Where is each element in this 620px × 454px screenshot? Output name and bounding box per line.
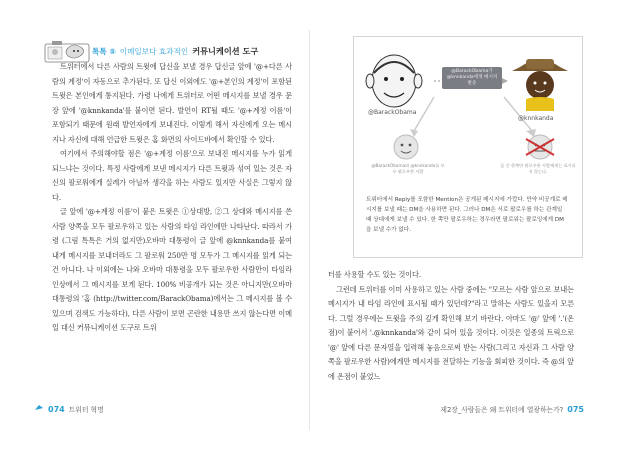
page-number: 075 — [567, 404, 584, 414]
caption-right: 둘 중 한쪽만 팔로우한 사람에게는 표시되지 않는다. — [500, 163, 576, 174]
mention-bubble: @BarackObama가 @knnkanda에게 메시지 발송 — [442, 67, 502, 89]
caption-left: @BarackObama와 @knnkanda를 모두 팔로우한 사람 — [371, 163, 445, 174]
sidebar-heading: 커뮤니케이션 도구 — [192, 45, 259, 56]
knnkanda-caricature-icon — [512, 59, 568, 111]
follower-both-icon — [394, 135, 418, 159]
paragraph: 여기에서 주의해야할 점은 '@+계정 이름'으로 보내진 메시지를 누가 읽게 되느냐는 것이다. 특정 사람에게 보낸 메시지가 다른 트윗과 섞여 있는 것은 자신의 팔로워에게 실례가 아닐까 생각을 하는 사람도 있지만 사실은 그렇지 않다. — [52, 149, 292, 202]
right-page — [310, 0, 620, 454]
left-body-text — [52, 60, 292, 336]
left-footer — [34, 404, 104, 414]
right-footer — [440, 404, 584, 414]
running-head: 제2장_사람들은 왜 트위터에 열광하는가? — [440, 406, 564, 414]
user-right-handle: @knnkanda — [518, 115, 554, 122]
paragraph: 글 앞에 '@+계정 이름'이 붙은 트윗은 ①상대방, ②그 상대와 메시지를 쓴 사람 양쪽을 모두 팔로우하고 있는 사람의 타임 라인에만 나타난다. 따라서 가령 (그림 톡톡은 거의 없지만)오바마 대통령이 글 앞에 @knnkanda를 붙여 내게 메시지를 보내더라도 그 팔로워 250만 명 모두가 그 메시지를 읽게 되는 건 아니다. 나 이외에는 나와 오바마 대통령을 모두 팔로우한 사람만이 타임라인상에서 그 메시지를 보게 된다. 100% 비공개가 되는 것은 아니지만(오바마 대통령의 '홈 (http://twitter.com/BarackObama)에서는 그 메시지를 볼 수 있으며 검색도 가능하다), 다른 사람이 보면 곤란한 내용만 쓰지 않는다면 이메일 대신 커뮤니케이션 도구로 트위 — [52, 207, 292, 332]
running-head: 트위터 혁명 — [68, 406, 104, 414]
paragraph: 그런데 트위터를 이미 사용하고 있는 사람 중에는 "모르는 사람 앞으로 보내는 메시지가 내 타임 라인에 표시될 때가 있던데?"라고 말하는 사람도 있을지 모른다. 그럴 경우에는 트윗을 주의 깊게 확인해 보기 바란다. 아마도 '@' 앞에 '.'(온점)이 붙어서 '.@knnkanda'와 같이 되어 있을 것이다. 이것은 일종의 트릭으로 '@' 앞에 다른 문자열을 입력해 놓음으로써 받는 사람(그리고 자신과 그 사람 양쪽을 팔로우한 사람)에게만 메시지를 전달하는 기능을 회피한 것이다. 즉 @의 앞에 온점이 붙었느 — [328, 284, 574, 381]
paragraph: 트위터에서 다른 사람의 트윗에 답신을 보낼 경우 답신글 앞에 '@+다른 사람의 계정'이 자동으로 추가된다. 또 답신 이외에도 '@+본인의 계정'이 포함된 트윗은 본인에게 통지된다. 가령 나에게 트위터로 어떤 메시지를 보낼 경우 문장 앞에 '@knnkanda'를 붙이면 된다. 발언이 RT될 때도 '@+계정 이름'이 포함되기 때문에 원래 발언자에게 보내진다. 이렇게 해서 자신에게 오는 메시지나 자신에 대해 언급한 트윗은 홈 화면의 사이드바에서 확인할 수 있다. — [52, 62, 292, 144]
mention-figure — [353, 36, 583, 258]
sidebar-tag: 톡톡 ⑤ — [92, 46, 116, 56]
sidebar-subtitle: 이메일보다 효과적인 — [119, 46, 189, 56]
paragraph: 터를 사용할 수도 있는 것이다. — [328, 270, 422, 279]
sidebar-title — [92, 44, 292, 58]
obama-caricature-icon — [366, 55, 422, 107]
bird-icon — [34, 404, 44, 414]
user-left-handle: @BarackObama — [368, 109, 417, 116]
right-body-text — [328, 268, 574, 384]
page-number: 074 — [48, 404, 65, 414]
figure-caption: 트위터에서 Reply를 포함한 Mention은 공개된 메시지에 가깝다. 만약 비공개로 메시지를 보낼 때는 DM을 사용하면 된다. 그러나 DM은 서로 팔로우를 하는 관계일 때 상대에게 보낼 수 있다. 한 쪽만 팔로우하는 경우라면 팔로워는 팔로잉에게 DM을 보낼 수가 없다. — [366, 197, 568, 233]
